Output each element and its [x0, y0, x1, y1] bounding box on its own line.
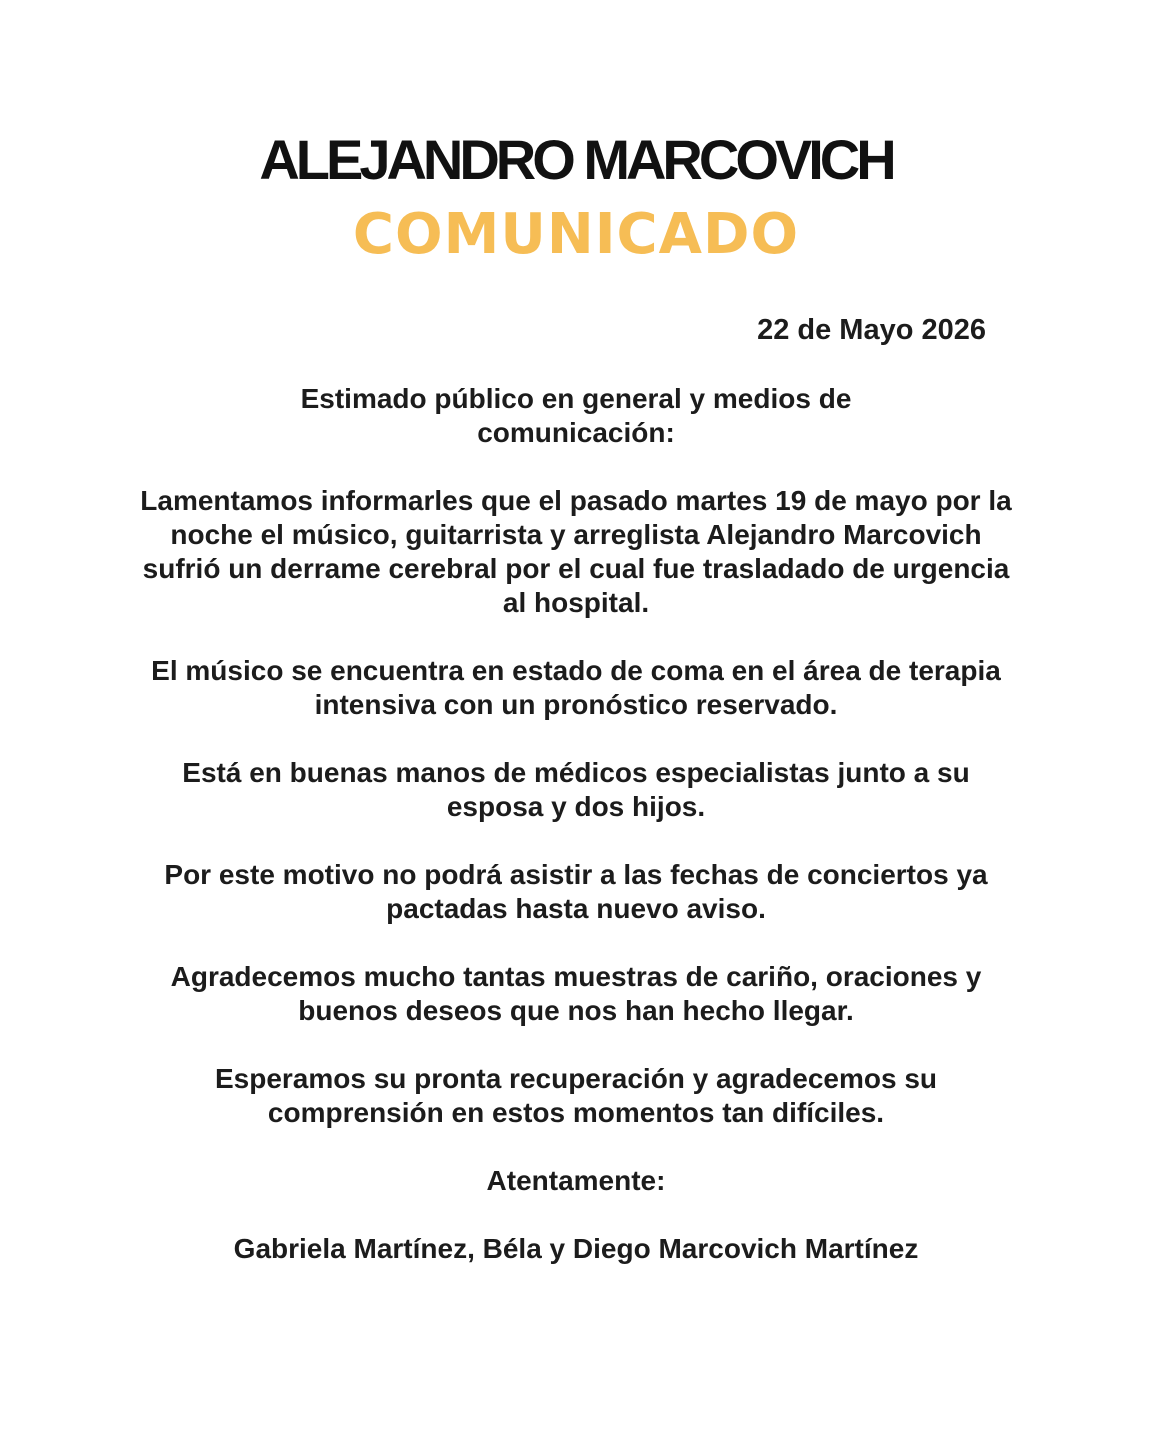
- paragraph-5: Agradecemos mucho tantas muestras de cariño, oraciones y buenos deseos que nos han hecho llegar.: [170, 961, 982, 1026]
- signature: Gabriela Martínez, Béla y Diego Marcovich Martínez: [233, 1233, 919, 1264]
- statement-date: 22 de Mayo 2026: [757, 314, 986, 346]
- statement-body: [136, 382, 1016, 1300]
- page-title: ALEJANDRO MARCOVICH: [259, 128, 893, 191]
- paragraph-2: El músico se encuentra en estado de coma en el área de terapia intensiva con un pronóstico reservado.: [151, 655, 1001, 720]
- paragraph-6: Esperamos su pronta recuperación y agradecemos su comprensión en estos momentos tan difíciles.: [214, 1063, 938, 1128]
- paragraph-4: Por este motivo no podrá asistir a las fechas de conciertos ya pactadas hasta nuevo aviso.: [164, 859, 988, 924]
- closing: Atentamente:: [486, 1165, 666, 1196]
- greeting: Estimado público en general y medios de comunicación:: [300, 383, 852, 448]
- paragraph-3: Está en buenas manos de médicos especialistas junto a su esposa y dos hijos.: [182, 757, 970, 822]
- paragraph-1: Lamentamos informarles que el pasado martes 19 de mayo por la noche el músico, guitarrista y arreglista Alejandro Marcovich sufrió un derrame cerebral por el cual fue trasladado de urgencia al hospital.: [140, 485, 1012, 618]
- page-subtitle: COMUNICADO: [352, 202, 800, 267]
